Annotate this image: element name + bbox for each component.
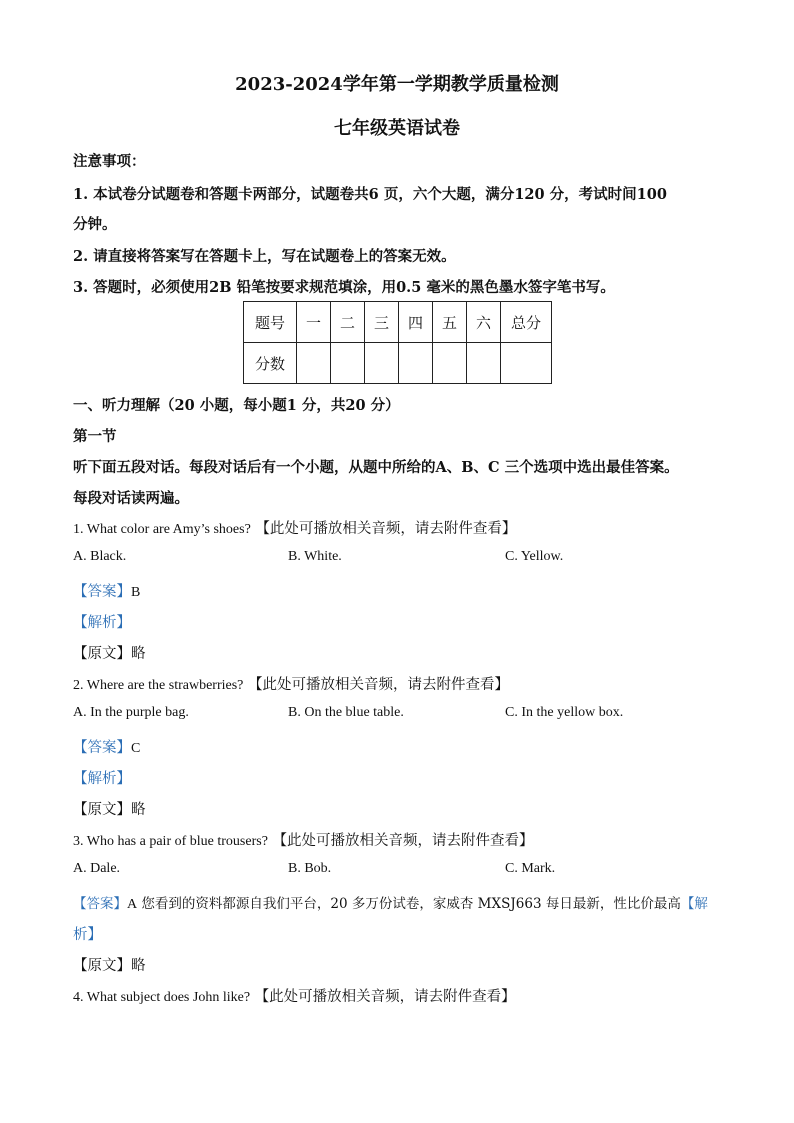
audio-note[interactable]: 【此处可播放相关音频，请去附件查看】 (254, 989, 516, 1005)
score-row-label: 分数 (244, 343, 297, 384)
score-header-cell: 六 (467, 302, 501, 343)
question-stem: 2. Where are the strawberries? (73, 678, 244, 693)
source-tag: 【原文】 (73, 646, 131, 662)
question-2 (73, 673, 509, 694)
note-item-2: 2. 请直接将答案写在答题卡上，写在试题卷上的答案无效。 (73, 248, 456, 265)
score-header-cell: 二 (331, 302, 365, 343)
source-line (73, 798, 146, 819)
question-stem: 3. Who has a pair of blue trousers? (73, 834, 268, 849)
note-item-3: 3. 答题时，必须使用2B 铅笔按要求规范填涂，用0.5 毫米的黑色墨水签字笔书写。 (73, 279, 615, 296)
option-c: C. Yellow. (505, 549, 564, 564)
answer-line (73, 580, 140, 601)
score-header-cell: 五 (433, 302, 467, 343)
notes-heading: 注意事项： (73, 153, 146, 170)
question-stem: 4. What subject does John like? (73, 990, 251, 1005)
score-header-cell: 题号 (244, 302, 297, 343)
exam-title: 2023-2024学年第一学期教学质量检测 (235, 74, 559, 95)
answer-value: A (127, 897, 138, 912)
option-a: A. Black. (73, 549, 127, 564)
source-text: 略 (131, 958, 146, 974)
score-cell[interactable] (501, 343, 552, 384)
score-cell[interactable] (433, 343, 467, 384)
audio-note[interactable]: 【此处可播放相关音频，请去附件查看】 (272, 833, 534, 849)
answer-value: C (131, 741, 141, 756)
score-table-score-row (244, 343, 552, 384)
score-cell[interactable] (467, 343, 501, 384)
promo-text: 您看到的资料都源自我们平台，20 多万份试卷，家威杏 MXSJ663 每日最新，性比价最高 (141, 896, 681, 912)
score-header-cell: 四 (399, 302, 433, 343)
source-text: 略 (131, 802, 146, 818)
audio-note[interactable]: 【此处可播放相关音频，请去附件查看】 (247, 677, 509, 693)
instruction-line-1: 听下面五段对话。每段对话后有一个小题，从题中所给的A、B、C 三个选项中选出最佳答案。 (73, 459, 679, 476)
question-stem: 1. What color are Amy’s shoes? (73, 522, 251, 537)
question-1 (73, 517, 516, 538)
source-line (73, 642, 146, 663)
answer-tag: 【答案】 (73, 740, 131, 756)
score-header-cell: 三 (365, 302, 399, 343)
score-table (243, 301, 552, 384)
option-b: B. Bob. (288, 861, 332, 876)
option-a: A. Dale. (73, 861, 121, 876)
source-tag: 【原文】 (73, 802, 131, 818)
answer-tag: 【答案】 (73, 896, 127, 912)
score-cell[interactable] (399, 343, 433, 384)
analysis-tag-start: 【解 (680, 896, 708, 912)
score-cell[interactable] (297, 343, 331, 384)
score-header-cell: 总分 (501, 302, 552, 343)
score-header-cell: 一 (297, 302, 331, 343)
question-3 (73, 829, 534, 850)
option-b: B. On the blue table. (288, 705, 404, 720)
question-4 (73, 985, 516, 1006)
source-text: 略 (131, 646, 146, 662)
exam-subtitle: 七年级英语试卷 (334, 118, 460, 139)
audio-note[interactable]: 【此处可播放相关音频，请去附件查看】 (255, 521, 517, 537)
section-heading: 一、听力理解（20 小题，每小题1 分，共20 分） (73, 397, 400, 414)
score-cell[interactable] (365, 343, 399, 384)
option-b: B. White. (288, 549, 342, 564)
score-table-header-row (244, 302, 552, 343)
option-c: C. Mark. (505, 861, 556, 876)
source-tag: 【原文】 (73, 958, 131, 974)
analysis-tag: 【解析】 (73, 615, 131, 631)
instruction-line-2: 每段对话读两遍。 (73, 490, 189, 507)
answer-value: B (131, 585, 141, 600)
analysis-tag-end: 析】 (73, 927, 102, 943)
note-item-1: 1. 本试卷分试题卷和答题卡两部分，试题卷共6 页，六个大题，满分120 分，考试时间100 (73, 186, 667, 203)
option-c: C. In the yellow box. (505, 705, 624, 720)
answer-line (73, 892, 708, 913)
answer-line (73, 736, 140, 757)
option-a: A. In the purple bag. (73, 705, 189, 720)
analysis-tag: 【解析】 (73, 771, 131, 787)
score-cell[interactable] (331, 343, 365, 384)
note-item-1-cont: 分钟。 (73, 216, 117, 233)
source-line (73, 954, 146, 975)
answer-tag: 【答案】 (73, 584, 131, 600)
part-heading: 第一节 (73, 428, 117, 445)
